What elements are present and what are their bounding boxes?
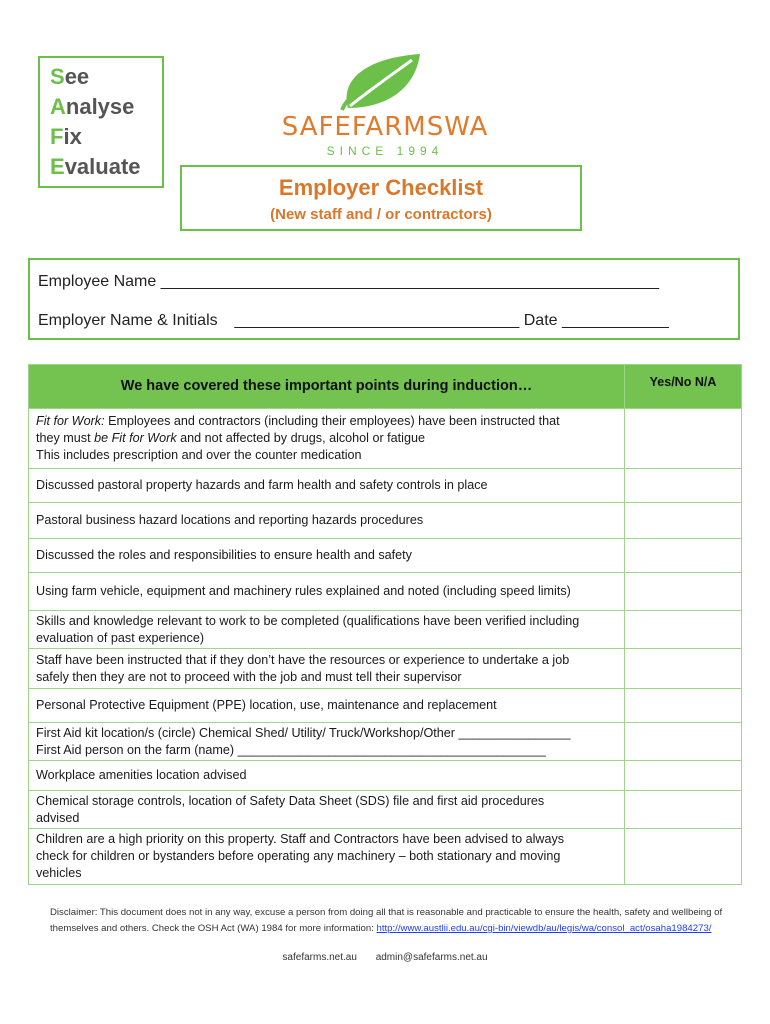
date-label: Date: [523, 312, 558, 329]
checklist-answer-cell[interactable]: [625, 829, 742, 885]
safefarmswa-logo: [270, 50, 500, 160]
name-fields-box: [28, 258, 740, 340]
title-box: [180, 165, 582, 231]
checklist-item: [29, 409, 625, 469]
sidebox-line-analyse: Analyse: [50, 94, 135, 119]
checklist-header-item: We have covered these important points during induction…: [29, 365, 625, 409]
checklist-row: [29, 611, 742, 649]
checklist-item-line: Using farm vehicle, equipment and machinery rules explained and noted (including speed limits): [36, 584, 571, 598]
checklist-item-line: This includes prescription and over the counter medication: [36, 448, 362, 462]
checklist-item-line: Discussed the roles and responsibilities to ensure health and safety: [36, 548, 412, 562]
checklist-answer-cell[interactable]: [625, 723, 742, 761]
date-field[interactable]: ____________: [561, 312, 669, 329]
checklist-answer-cell[interactable]: [625, 469, 742, 503]
checklist-item-line: check for children or bystanders before operating any machinery – both stationary and moving: [36, 849, 561, 863]
checklist-item: [29, 503, 625, 539]
employer-name-label: Employer Name & Initials: [38, 312, 218, 329]
checklist-answer-cell[interactable]: [625, 503, 742, 539]
checklist-item-line: Chemical storage controls, location of Safety Data Sheet (SDS) file and first aid procedures: [36, 793, 545, 808]
checklist-item-line: Pastoral business hazard locations and reporting hazards procedures: [36, 513, 424, 527]
checklist-item-line: they must be Fit for Work and not affected by drugs, alcohol or fatigue: [36, 431, 425, 445]
checklist-row: [29, 573, 742, 611]
checklist-item-line: Workplace amenities location advised: [36, 768, 247, 782]
employer-name-row: [38, 312, 669, 330]
checklist-item-line: evaluation of past experience): [36, 630, 205, 645]
email-text: admin@safefarms.net.au: [375, 952, 488, 963]
checklist-item: [29, 469, 625, 503]
checklist-answer-cell[interactable]: [625, 791, 742, 829]
checklist-row: [29, 539, 742, 573]
checklist-row: [29, 829, 742, 885]
page-subtitle: (New staff and / or contractors): [270, 206, 492, 223]
checklist-item-line: Staff have been instructed that if they don’t have the resources or experience to undertake a job: [36, 652, 570, 667]
checklist-item-line: advised: [36, 810, 80, 825]
checklist-item-line: safely then they are not to proceed with the job and must tell their supervisor: [36, 669, 462, 684]
checklist-item: [29, 689, 625, 723]
see-analyse-fix-evaluate-box: [38, 56, 164, 188]
checklist-answer-cell[interactable]: [625, 539, 742, 573]
checklist-item: [29, 723, 625, 761]
disclaimer: [50, 905, 730, 937]
checklist-item-line: Skills and knowledge relevant to work to be completed (qualifications have been verified including: [36, 613, 580, 628]
checklist-item-line: Children are a high priority on this property. Staff and Contractors have been advised to always: [36, 832, 565, 846]
checklist-row: [29, 689, 742, 723]
checklist-answer-cell[interactable]: [625, 649, 742, 689]
sidebox-line-see: See: [50, 64, 90, 89]
checklist-item: [29, 611, 625, 649]
checklist-row: [29, 469, 742, 503]
induction-checklist-table: [28, 364, 742, 885]
checklist-row: [29, 723, 742, 761]
checklist-row: [29, 791, 742, 829]
checklist-answer-cell[interactable]: [625, 761, 742, 791]
checklist-answer-cell[interactable]: [625, 689, 742, 723]
logo-since: SINCE 1994: [326, 144, 444, 158]
checklist-row: [29, 649, 742, 689]
checklist-item-line: Discussed pastoral property hazards and farm health and safety controls in place: [36, 478, 488, 492]
disclaimer-text: Disclaimer: This document does not in any way, excuse a person from doing all that is reasonable and practicable to ensure the health, safety and wellbeing of themselves and others. Check the OSH Act (WA) 1984 for more information:: [50, 907, 723, 934]
logo-name: SAFEFARMSWA: [281, 112, 489, 142]
employee-name-row: [38, 273, 659, 291]
contact-line: [0, 952, 770, 963]
checklist-row: [29, 409, 742, 469]
employee-name-field[interactable]: ________________________________________________________: [160, 273, 660, 290]
website-text: safefarms.net.au: [282, 952, 357, 963]
checklist-item-line: Personal Protective Equipment (PPE) location, use, maintenance and replacement: [36, 698, 497, 712]
checklist-item-line: First Aid kit location/s (circle) Chemical Shed/ Utility/ Truck/Workshop/Other ________________: [36, 725, 571, 740]
checklist-item-line: First Aid person on the farm (name) ____________________________________________: [36, 742, 546, 757]
checklist-item: [29, 539, 625, 573]
checklist-item-line: vehicles: [36, 866, 82, 880]
osh-act-link[interactable]: http://www.austlii.edu.au/cgi-bin/viewdb/au/legis/wa/consol_act/osaha1984273/: [376, 923, 712, 934]
checklist-item: [29, 761, 625, 791]
checklist-item: [29, 649, 625, 689]
checklist-row: [29, 761, 742, 791]
checklist-answer-cell[interactable]: [625, 611, 742, 649]
checklist-item: [29, 829, 625, 885]
sidebox-line-fix: Fix: [50, 124, 82, 149]
page-title: Employer Checklist: [278, 175, 484, 200]
checklist-item-line: Fit for Work: Employees and contractors (including their employees) have been instructed that: [36, 414, 560, 428]
checklist-answer-cell[interactable]: [625, 573, 742, 611]
employer-name-field[interactable]: ________________________________: [234, 312, 520, 329]
sidebox-line-evaluate: Evaluate: [50, 154, 141, 179]
leaf-icon: [270, 50, 500, 114]
checklist-row: [29, 503, 742, 539]
checklist-header-answer: Yes/No N/A: [625, 365, 742, 409]
checklist-header-row: [29, 365, 742, 409]
checklist-item: [29, 573, 625, 611]
checklist-item: [29, 791, 625, 829]
checklist-answer-cell[interactable]: [625, 409, 742, 469]
employee-name-label: Employee Name: [38, 273, 157, 290]
